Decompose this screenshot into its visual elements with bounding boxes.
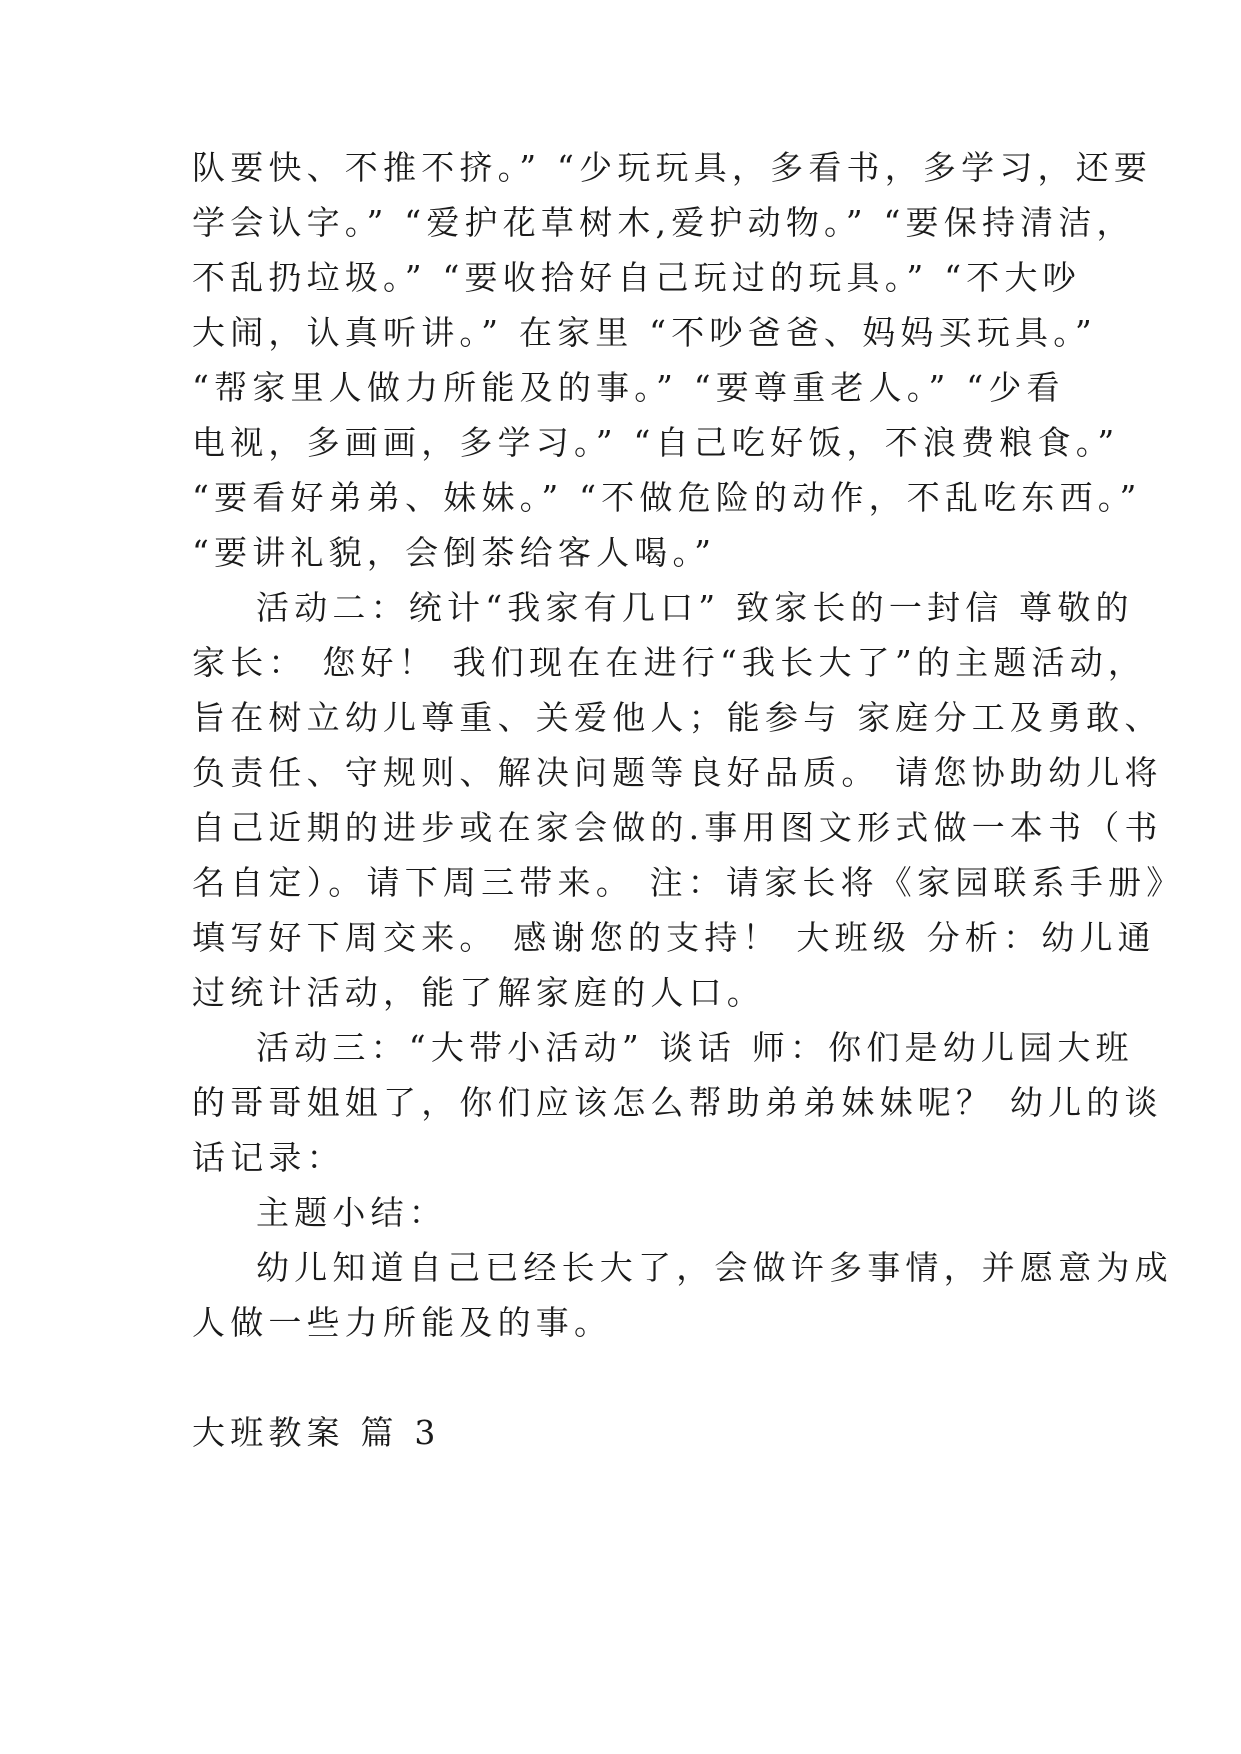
section-title: 大班教案 篇 3 [192,1413,441,1452]
text-line: 话记录： [192,1138,345,1177]
text-line: 大闹，认真听讲。” 在家里 “不吵爸爸、妈妈买玩具。” [192,313,1097,352]
text-line: 旨在树立幼儿尊重、关爱他人；能参与 家庭分工及勇敢、 [192,698,1163,737]
summary-paragraph-start: 幼儿知道自己已经长大了，会做许多事情，并愿意为成 [256,1248,1173,1287]
text-line: 队要快、不推不挤。” “少玩玩具，多看书，多学习，还要 [192,148,1153,187]
text-line: 家长： 您好！ 我们现在在进行“我长大了”的主题活动， [192,643,1147,682]
text-line: 人做一些力所能及的事。 [192,1303,613,1342]
activity-three-paragraph-start: 活动三：“大带小活动” 谈话 师：你们是幼儿园大班 [256,1028,1134,1067]
text-line: 自己近期的进步或在家会做的.事用图文形式做一本书（书 [192,808,1163,847]
text-line: 学会认字。” “爱护花草树木,爱护动物。” “要保持清洁， [192,203,1135,242]
text-line: 填写好下周交来。 感谢您的支持！ 大班级 分析：幼儿通 [192,918,1156,957]
text-line: 的哥哥姐姐了，你们应该怎么帮助弟弟妹妹呢？ 幼儿的谈 [192,1083,1163,1122]
text-line: 过统计活动，能了解家庭的人口。 [192,973,765,1012]
text-line: “要看好弟弟、妹妹。” “不做危险的动作，不乱吃东西。” [192,478,1142,517]
text-line: 负责任、守规则、解决问题等良好品质。 请您协助幼儿将 [192,753,1163,792]
text-line: 不乱扔垃圾。” “要收拾好自己玩过的玩具。” “不大吵 [192,258,1081,297]
text-line: “帮家里人做力所能及的事。” “要尊重老人。” “少看 [192,368,1065,407]
activity-two-paragraph-start: 活动二：统计“我家有几口” 致家长的一封信 尊敬的 [256,588,1134,627]
summary-heading: 主题小结： [256,1193,447,1232]
text-line: 名自定）。请下周三带来。 注：请家长将《家园联系手册》 [192,863,1185,902]
text-line: “要讲礼貌，会倒茶给客人喝。” [192,533,717,572]
text-line: 电视，多画画，多学习。” “自己吃好饭，不浪费粮食。” [192,423,1120,462]
